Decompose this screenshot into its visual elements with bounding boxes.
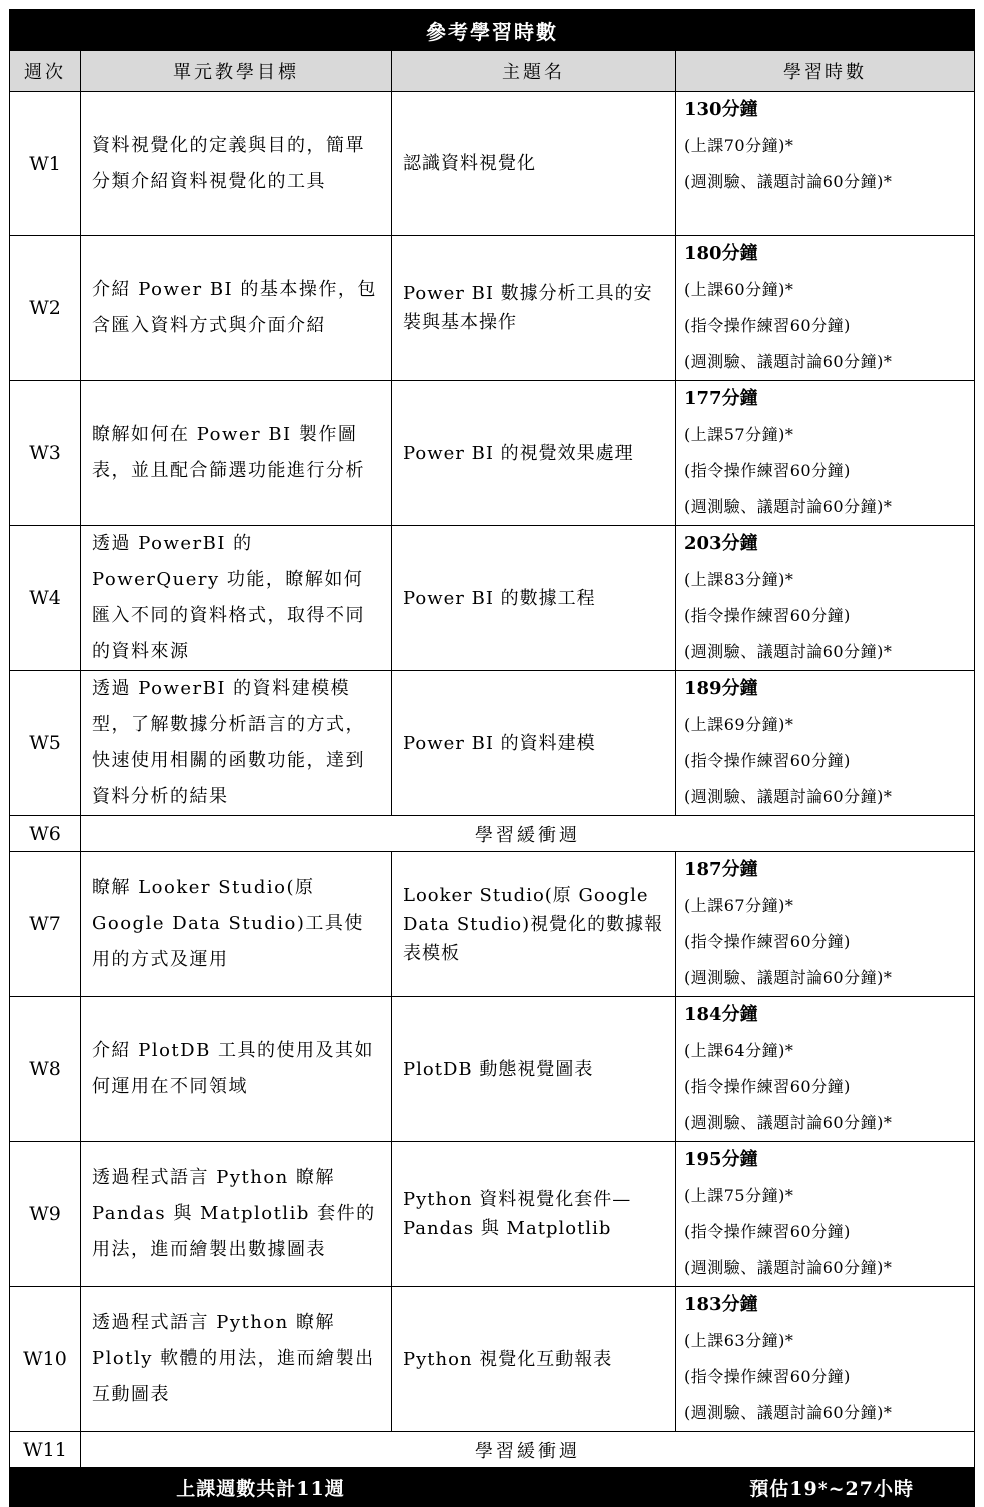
hours-breakdown-line: (週測驗、議題討論60分鐘)* [684, 968, 893, 987]
goal-cell: 資料視覺化的定義與目的，簡單分類介紹資料視覺化的工具 [81, 92, 392, 236]
goal-cell: 介紹 Power BI 的基本操作，包含匯入資料方式與介面介紹 [81, 236, 392, 381]
table-row [10, 852, 975, 997]
footer-row [10, 1468, 975, 1507]
hours-total: 177分鐘 [684, 388, 758, 409]
hours-breakdown-line: (上課64分鐘)* [684, 1041, 794, 1060]
hours-breakdown-line: (指令操作練習60分鐘) [684, 461, 851, 480]
hours-breakdown-line: (週測驗、議題討論60分鐘)* [684, 497, 893, 516]
table-row [10, 236, 975, 381]
hours-breakdown-line: (指令操作練習60分鐘) [684, 316, 851, 335]
hours-breakdown-line: (週測驗、議題討論60分鐘)* [684, 352, 893, 371]
hours-cell [676, 92, 975, 236]
table-row [10, 1287, 975, 1432]
hours-breakdown-line: (週測驗、議題討論60分鐘)* [684, 1403, 893, 1422]
goal-cell: 介紹 PlotDB 工具的使用及其如何運用在不同領域 [81, 997, 392, 1142]
header-goal: 單元教學目標 [81, 51, 392, 92]
week-cell: W6 [10, 816, 81, 852]
hours-breakdown-line: (指令操作練習60分鐘) [684, 1077, 851, 1096]
hours-cell [676, 1287, 975, 1432]
hours-total: 203分鐘 [684, 533, 758, 554]
goal-cell: 透過 PowerBI 的資料建模模型，了解數據分析語言的方式，快速使用相關的函數功能，達到資料分析的結果 [81, 671, 392, 816]
buffer-week-cell: 學習緩衝週 [81, 1432, 975, 1468]
hours-cell [676, 997, 975, 1142]
topic-cell: PlotDB 動態視覺圖表 [392, 997, 676, 1142]
week-cell: W4 [10, 526, 81, 671]
hours-cell [676, 381, 975, 526]
hours-cell [676, 236, 975, 381]
week-cell: W3 [10, 381, 81, 526]
hours-total: 195分鐘 [684, 1149, 758, 1170]
hours-breakdown-line: (週測驗、議題討論60分鐘)* [684, 1258, 893, 1277]
table-title: 參考學習時數 [10, 10, 975, 51]
learning-hours-table [9, 9, 975, 1507]
hours-cell [676, 671, 975, 816]
header-week: 週次 [10, 51, 81, 92]
table-row [10, 1432, 975, 1468]
hours-breakdown-line: (上課57分鐘)* [684, 425, 794, 444]
hours-breakdown-line: (上課60分鐘)* [684, 280, 794, 299]
hours-total: 189分鐘 [684, 678, 758, 699]
week-cell: W8 [10, 997, 81, 1142]
hours-total: 183分鐘 [684, 1294, 758, 1315]
table-row [10, 1142, 975, 1287]
hours-cell [676, 1142, 975, 1287]
table-row [10, 92, 975, 236]
week-cell: W7 [10, 852, 81, 997]
topic-cell: Power BI 的資料建模 [392, 671, 676, 816]
hours-total: 187分鐘 [684, 859, 758, 880]
topic-cell: Power BI 的數據工程 [392, 526, 676, 671]
topic-cell: Power BI 數據分析工具的安裝與基本操作 [392, 236, 676, 381]
goal-cell: 透過程式語言 Python 瞭解 Pandas 與 Matplotlib 套件的用法，進而繪製出數據圖表 [81, 1142, 392, 1287]
hours-breakdown-line: (週測驗、議題討論60分鐘)* [684, 1113, 893, 1132]
hours-breakdown-line: (週測驗、議題討論60分鐘)* [684, 172, 893, 191]
topic-cell: Python 視覺化互動報表 [392, 1287, 676, 1432]
hours-breakdown-line: (指令操作練習60分鐘) [684, 751, 851, 770]
hours-breakdown-line: (指令操作練習60分鐘) [684, 606, 851, 625]
goal-cell: 瞭解 Looker Studio(原 Google Data Studio)工具使用的方式及運用 [81, 852, 392, 997]
header-row [10, 51, 975, 92]
table-row [10, 526, 975, 671]
hours-breakdown-line: (上課67分鐘)* [684, 896, 794, 915]
week-cell: W11 [10, 1432, 81, 1468]
footer-weeks-total: 上課週數共計11週 [10, 1468, 392, 1507]
goal-cell: 透過程式語言 Python 瞭解 Plotly 軟體的用法，進而繪製出互動圖表 [81, 1287, 392, 1432]
hours-breakdown-line: (上課63分鐘)* [684, 1331, 794, 1350]
header-hours: 學習時數 [676, 51, 975, 92]
week-cell: W9 [10, 1142, 81, 1287]
footer-hours-estimate: 預估19*~27小時 [392, 1468, 975, 1507]
hours-breakdown-line: (上課69分鐘)* [684, 715, 794, 734]
hours-breakdown-line: (指令操作練習60分鐘) [684, 932, 851, 951]
hours-total: 130分鐘 [684, 99, 758, 120]
table-row [10, 997, 975, 1142]
topic-cell: Looker Studio(原 Google Data Studio)視覺化的數據報表模板 [392, 852, 676, 997]
week-cell: W1 [10, 92, 81, 236]
week-cell: W2 [10, 236, 81, 381]
goal-cell: 透過 PowerBI 的 PowerQuery 功能，瞭解如何匯入不同的資料格式，取得不同的資料來源 [81, 526, 392, 671]
week-cell: W5 [10, 671, 81, 816]
table-row [10, 671, 975, 816]
hours-breakdown-line: (上課70分鐘)* [684, 136, 794, 155]
hours-total: 180分鐘 [684, 243, 758, 264]
hours-breakdown-line: (上課75分鐘)* [684, 1186, 794, 1205]
week-cell: W10 [10, 1287, 81, 1432]
hours-breakdown-line: (週測驗、議題討論60分鐘)* [684, 787, 893, 806]
hours-cell [676, 852, 975, 997]
hours-total: 184分鐘 [684, 1004, 758, 1025]
goal-cell: 瞭解如何在 Power BI 製作圖表，並且配合篩選功能進行分析 [81, 381, 392, 526]
topic-cell: Power BI 的視覺效果處理 [392, 381, 676, 526]
topic-cell: Python 資料視覺化套件—Pandas 與 Matplotlib [392, 1142, 676, 1287]
hours-breakdown-line: (指令操作練習60分鐘) [684, 1367, 851, 1386]
buffer-week-cell: 學習緩衝週 [81, 816, 975, 852]
hours-breakdown-line: (指令操作練習60分鐘) [684, 1222, 851, 1241]
table-row [10, 816, 975, 852]
hours-breakdown-line: (週測驗、議題討論60分鐘)* [684, 642, 893, 661]
header-topic: 主題名 [392, 51, 676, 92]
hours-breakdown-line: (上課83分鐘)* [684, 570, 794, 589]
topic-cell: 認識資料視覺化 [392, 92, 676, 236]
table-row [10, 381, 975, 526]
hours-cell [676, 526, 975, 671]
